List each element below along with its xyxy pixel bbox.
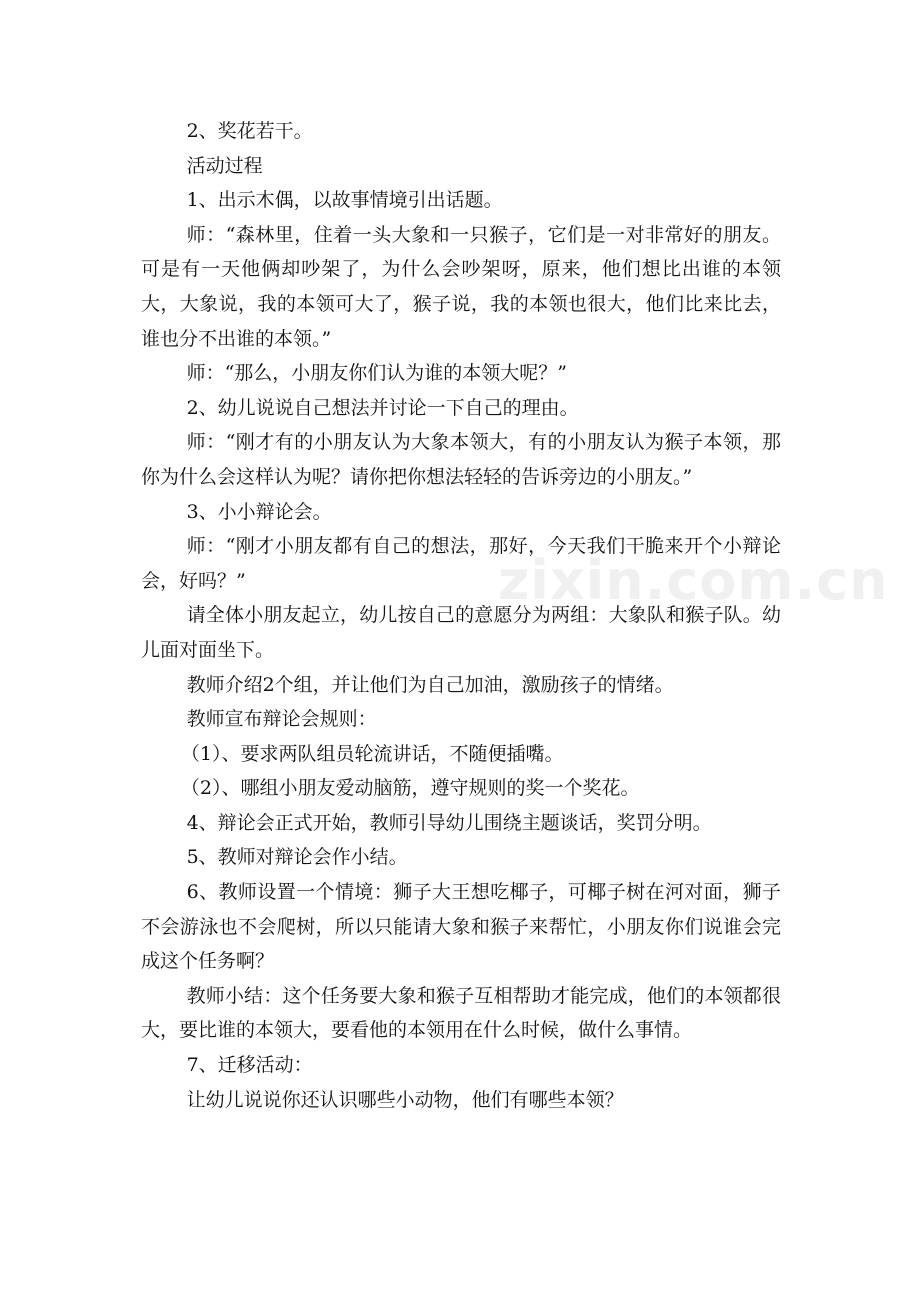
step-1: 1、出示木偶，以故事情境引出话题。 bbox=[186, 189, 503, 212]
debate-rule-2: （2）、哪组小朋友爱动脑筋，遵守规则的奖一个奖花。 bbox=[180, 777, 640, 800]
teacher-story: 师：“森林里，住着一头大象和一只猴子，它们是一对非常好的朋友。可是有一天他俩却吵架了，为什么会吵架呀，原来，他们想比出谁的本领大，大象说，我的本领可大了，猴子说，我的本领也很大，他们比来比去，谁也分不出谁的本领。” bbox=[141, 223, 781, 350]
step-4: 4、辩论会正式开始，教师引导幼儿围绕主题谈话，奖罚分明。 bbox=[186, 811, 712, 834]
teacher-prompt: 师：“刚才有的小朋友认为大象本领大，有的小朋友认为猴子本领，那你为什么会这样认为呢？请你把你想法轻轻的告诉旁边的小朋友。” bbox=[141, 431, 781, 488]
teacher-summary: 教师小结：这个任务要大象和猴子互相帮助才能完成，他们的本领都很大，要比谁的本领大，要看他的本领用在什么时候，做什么事情。 bbox=[141, 984, 781, 1042]
paragraph-materials-item-2: 2、奖花若干。 bbox=[186, 120, 313, 142]
step-3: 3、小小辩论会。 bbox=[186, 500, 332, 523]
debate-rules-heading: 教师宣布辩论会规则： bbox=[186, 708, 377, 731]
document-body bbox=[141, 114, 781, 1117]
step-7: 7、迁移活动： bbox=[186, 1054, 313, 1077]
step-5: 5、教师对辩论会作小结。 bbox=[186, 846, 408, 869]
teacher-introduces-groups: 教师介绍2个组，并让他们为自己加油，激励孩子的情绪。 bbox=[186, 673, 674, 696]
transfer-activity: 让幼儿说说你还认识哪些小动物，他们有哪些本领？ bbox=[186, 1088, 624, 1111]
watermark: zixin.com.cn bbox=[498, 549, 889, 612]
debate-rule-1: （1）、要求两队组员轮流讲话，不随便插嘴。 bbox=[180, 742, 564, 765]
teacher-debate-intro: 师：“刚才小朋友都有自己的想法，那好，今天我们干脆来开个小辩论会，好吗？” bbox=[141, 535, 781, 592]
step-2: 2、幼儿说说自己想法并讨论一下自己的理由。 bbox=[186, 396, 579, 419]
teacher-question: 师：“那么，小朋友你们认为谁的本领大呢？” bbox=[186, 362, 568, 385]
grouping-instruction: 请全体小朋友起立，幼儿按自己的意愿分为两组：大象队和猴子队。幼儿面对面坐下。 bbox=[141, 604, 781, 661]
step-6: 6、教师设置一个情境：狮子大王想吃椰子，可椰子树在河对面，狮子不会游泳也不会爬树，所以只能请大象和猴子来帮忙，小朋友你们说谁会完成这个任务啊？ bbox=[141, 881, 781, 973]
section-heading-activity-process: 活动过程 bbox=[186, 154, 263, 177]
